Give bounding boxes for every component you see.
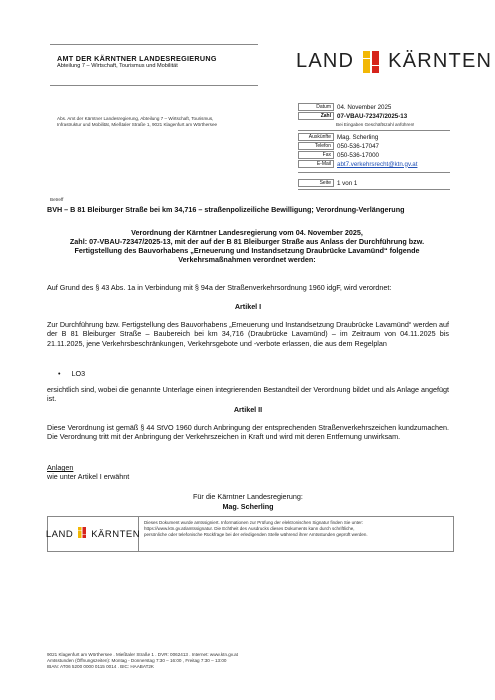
stamp-logo-text-left: LAND bbox=[45, 528, 74, 540]
meta-label: Auskünfte bbox=[298, 133, 334, 141]
stamp-line: https://www.ktn.gv.at/amtssignatur. Die Echtheit des Ausdrucks dieses Dokuments kann durch schriftliche, bbox=[144, 525, 355, 531]
meta-telefon bbox=[298, 142, 379, 150]
sender-line: Infrastruktur und Mobilität, Mießtaler Straße 1, 9021 Klagenfurt am Wörthersee bbox=[57, 121, 218, 127]
zahl-note: Bei Eingaben Geschäftszahl anführen! bbox=[336, 122, 415, 127]
meta-zahl bbox=[298, 112, 407, 120]
betreff-text: BVH – B 81 Bleiburger Straße bei km 34,716 – straßenpolizeiliche Bewilligung; Verordnung-Verlängerung bbox=[47, 205, 405, 214]
bullet-icon: • bbox=[58, 369, 61, 378]
stamp-logo bbox=[45, 517, 141, 551]
logo-text-right: KÄRNTEN bbox=[388, 50, 493, 72]
logo-mark-icon bbox=[363, 51, 379, 73]
title-line: Fertigstellung des Bauvorhabens „Erneuerung und Instandsetzung Draubrücke Lavamünd“ folgende bbox=[74, 246, 420, 255]
signature-block bbox=[47, 492, 449, 511]
article-1-heading: Artikel I bbox=[234, 302, 262, 311]
logo-text-left: LAND bbox=[296, 50, 355, 72]
stamp-line: persönliche oder telefonische Rückfrage bei der erledigenden Stelle während ihrer Amtsstunden geprüft werden. bbox=[144, 531, 368, 537]
meta-value: 050-536-17047 bbox=[337, 142, 379, 150]
meta-label: Datum bbox=[298, 103, 334, 111]
stamp-logo-text-right: KÄRNTEN bbox=[91, 528, 141, 540]
list-item-label: LO3 bbox=[71, 369, 86, 378]
meta-label: Zahl bbox=[298, 112, 334, 120]
sender-line: Abs. Amt der Kärntner Landesregierung, Abteilung 7 – Wirtschaft, Tourismus, bbox=[57, 116, 214, 121]
signature-name: Mag. Scherling bbox=[222, 501, 274, 511]
meta-fax bbox=[298, 151, 379, 159]
footer bbox=[47, 652, 238, 670]
meta-datum bbox=[298, 103, 391, 111]
divider bbox=[298, 189, 450, 190]
meta-email bbox=[298, 160, 417, 168]
meta-value: 1 von 1 bbox=[337, 179, 358, 187]
stamp-text bbox=[139, 517, 373, 551]
betreff-label: Betreff bbox=[50, 197, 64, 202]
article-1-text: Zur Durchführung bzw. Fertigstellung des Bauvorhabens „Erneuerung und Instandsetzung Draubrücke Lavamünd“ werden auf der B 81 Bleiburger Straße – Baubereich bei km 34,716 (Draubrücke Lavamünd) – im Zeitraum von 04.11.2025 bis 21.11.2025, jene Verkehrsbeschränkungen, Verkehrsgebote und -verbote erlassen, die aus dem Regelplan bbox=[47, 320, 449, 348]
meta-value: Mag. Scherling bbox=[337, 133, 379, 141]
meta-label: Fax bbox=[298, 151, 334, 159]
email-link[interactable]: abt7.verkehrsrecht@ktn.gv.at bbox=[337, 160, 418, 168]
org-name: AMT DER KÄRNTNER LANDESREGIERUNG bbox=[57, 54, 217, 63]
divider bbox=[298, 172, 450, 173]
title-line: Verordnung der Kärntner Landesregierung vom 04. November 2025, bbox=[131, 228, 363, 237]
anlagen-text: wie unter Artikel I erwähnt bbox=[47, 472, 130, 481]
divider bbox=[298, 130, 450, 131]
article-2-text: Diese Verordnung ist gemäß § 44 StVO 1960 durch Anbringung der entsprechenden Straßenverkehrszeichen kundzumachen. Die Verordnung tritt mit der Anbringung der Verkehrszeichen in Kraft und wird mit deren Entfernung unwirksam. bbox=[47, 423, 449, 442]
title-line: Verkehrsmaßnahmen verordnet werden: bbox=[178, 255, 316, 264]
document-title bbox=[47, 228, 447, 264]
list-item bbox=[58, 369, 258, 378]
meta-value: 04. November 2025 bbox=[337, 103, 392, 111]
footer-line: Amtsstunden (Öffnungszeiten): Montag - Donnerstag 7:30 – 16:00 , Freitag 7:30 – 13:00 bbox=[47, 657, 227, 663]
footer-line: 9021 Klagenfurt am Wörthersee . Mießtaler Straße 1 . DVR: 0062413 . Internet: www.ktn.gv.at bbox=[47, 652, 238, 657]
meta-seite bbox=[298, 179, 357, 187]
article-1-after-text: ersichtlich sind, wobei die genannte Unterlage einen integrierenden Bestandteil der Verordnung bildet und als Anlage angefügt ist. bbox=[47, 385, 449, 404]
intro-paragraph: Auf Grund des § 43 Abs. 1a in Verbindung mit § 94a der Straßenverkehrsordnung 1960 idgF, wird verordnet: bbox=[47, 283, 392, 292]
land-kaernten-logo bbox=[296, 50, 492, 73]
signature-line: Für die Kärntner Landesregierung: bbox=[193, 492, 303, 501]
title-line: Zahl: 07-VBAU-72347/2025-13, mit der auf der B 81 Bleiburger Straße aus Anlass der Durchführung bzw. bbox=[69, 237, 425, 246]
article-2-heading: Artikel II bbox=[233, 405, 263, 414]
meta-auskunft bbox=[298, 133, 378, 141]
meta-value: 050-536-17000 bbox=[337, 151, 379, 159]
meta-label: Seite bbox=[298, 179, 334, 187]
footer-line: IBAN: AT06 5200 0000 0115 0014 . BIC: HAABAT2K bbox=[47, 663, 154, 669]
stamp-line: Dieses Dokument wurde amtssigniert. Informationen zur Prüfung der elektronischen Signatur finden Sie unter: bbox=[144, 520, 364, 525]
logo-mark-icon bbox=[78, 525, 86, 543]
anlagen-label: Anlagen bbox=[47, 463, 74, 472]
meta-value: 07-VBAU-72347/2025-13 bbox=[337, 112, 408, 120]
official-signature-stamp bbox=[47, 516, 454, 552]
meta-label: Telefon bbox=[298, 142, 334, 150]
sender-address bbox=[57, 116, 292, 128]
meta-label: E-Mail bbox=[298, 160, 334, 168]
department-name: Abteilung 7 – Wirtschaft, Tourismus und Mobilität bbox=[57, 63, 178, 69]
